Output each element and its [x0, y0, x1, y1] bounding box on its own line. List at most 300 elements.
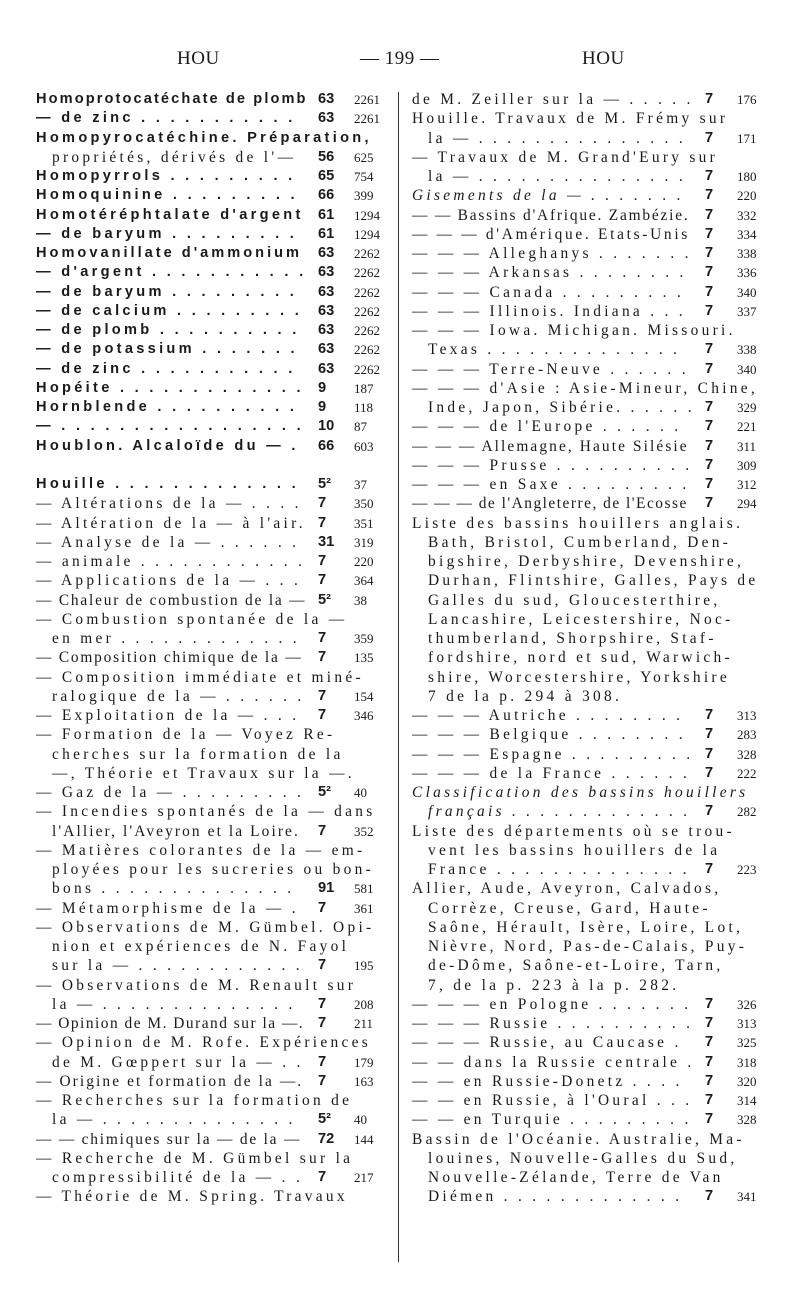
- index-entry: [36, 1014, 388, 1033]
- index-entry: [36, 591, 388, 610]
- entry-volume: 9: [318, 379, 327, 396]
- index-entry: [412, 1168, 772, 1187]
- entry-page: 312: [737, 477, 757, 492]
- entry-page: 220: [354, 554, 374, 569]
- entry-page: 118: [354, 400, 374, 415]
- entry-volume: 7: [705, 341, 714, 358]
- entry-page: 320: [737, 1073, 757, 1089]
- index-entry: [36, 783, 388, 802]
- index-entry: [36, 1130, 388, 1149]
- entry-volume: 7: [705, 1015, 714, 1031]
- entry-page: 625: [354, 149, 374, 165]
- entry-text: thumberland, Shorpshire, Staf-: [428, 630, 717, 647]
- entry-text: — Gaz de la — . . . . . . . . .: [36, 784, 305, 801]
- entry-page: 581: [354, 881, 374, 897]
- entry-page: 2262: [354, 284, 380, 300]
- index-entry: [412, 475, 772, 494]
- entry-page: 38: [354, 592, 367, 608]
- index-entry: [412, 1091, 772, 1110]
- entry-text: — de baryum . . . . . . . . .: [36, 225, 298, 242]
- index-entry: [412, 263, 772, 282]
- index-entry: [412, 918, 772, 937]
- entry-page: 336: [737, 265, 757, 281]
- entry-volume: 7: [318, 687, 327, 704]
- index-entry: [412, 1110, 772, 1129]
- index-entry: [412, 552, 772, 571]
- entry-text: — Composition chimique de la —: [36, 649, 303, 667]
- entry-text: Texas . . . . . . . . . . . . . .: [428, 341, 681, 359]
- entry-text: — Théorie de M. Spring. Travaux: [36, 1188, 348, 1206]
- index-entry: [36, 475, 388, 494]
- index-entry: [36, 745, 388, 764]
- entry-text: Homopyrocatéchine. Préparation,: [36, 129, 372, 146]
- index-entry: [36, 860, 388, 879]
- entry-page: 350: [354, 496, 374, 512]
- index-entry: [412, 1072, 772, 1091]
- entry-text: Homoprotocatéchate de plomb: [36, 91, 308, 107]
- index-entry: [36, 956, 388, 975]
- entry-text: — Observations de M. Gümbel. Opi-: [36, 918, 375, 936]
- entry-text: compressibilité de la — . .: [52, 1169, 304, 1186]
- entry-text: — Altération de la — à l'air.: [36, 514, 306, 532]
- entry-volume: 63: [318, 283, 335, 300]
- index-entry: [36, 321, 388, 340]
- entry-volume: 7: [318, 899, 327, 916]
- entry-volume: 7: [705, 91, 714, 107]
- entry-page: 195: [354, 958, 374, 974]
- page-number: — 199 —: [360, 48, 440, 69]
- entry-text: fordshire, nord et sud, Warwich-: [428, 649, 733, 667]
- index-entry: [412, 802, 772, 821]
- entry-page: 176: [737, 92, 757, 107]
- entry-page: 144: [354, 1131, 374, 1147]
- entry-text: — d'argent . . . . . . . . . . .: [36, 264, 307, 281]
- entry-page: 2261: [354, 111, 380, 127]
- index-entry: [412, 937, 772, 956]
- index-entry: [36, 1033, 388, 1052]
- entry-text: ployées pour les sucreries ou bon-: [52, 861, 375, 878]
- entry-text: — — — Espagne . . . . . . . . .: [412, 745, 694, 763]
- index-entry: [36, 976, 388, 995]
- entry-text: — Composition immédiate et miné-: [36, 668, 364, 686]
- entry-volume: 7: [705, 1072, 714, 1089]
- entry-page: 2262: [354, 246, 380, 261]
- entry-text: shire, Worcestershire, Yorkshire: [428, 668, 730, 686]
- entry-page: 217: [354, 1170, 374, 1185]
- entry-volume: 5²: [318, 591, 331, 608]
- entry-text: — Métamorphisme de la — .: [36, 899, 299, 917]
- entry-text: — Origine et formation de la —.: [36, 1072, 304, 1090]
- entry-volume: 5²: [318, 784, 331, 800]
- entry-volume: 7: [318, 1053, 327, 1070]
- entry-text: 7, de la p. 223 à la p. 282.: [428, 976, 680, 994]
- entry-page: 37: [354, 477, 367, 492]
- entry-volume: 7: [318, 649, 327, 666]
- entry-text: Houblon. Alcaloïde du — .: [36, 437, 299, 454]
- entry-page: 2261: [354, 92, 380, 107]
- entry-volume: 91: [318, 880, 335, 897]
- entry-page: 40: [354, 1112, 367, 1128]
- entry-volume: 7: [318, 514, 327, 531]
- index-entry: [412, 571, 772, 590]
- entry-volume: 63: [318, 360, 335, 377]
- entry-page: 223: [737, 862, 757, 877]
- entry-volume: 31: [318, 533, 335, 550]
- index-entry: [36, 167, 388, 186]
- index-entry: [412, 533, 772, 552]
- entry-text: vent les bassins houillers de la: [428, 841, 721, 859]
- entry-text: — — — de la France . . . . . .: [412, 764, 691, 782]
- entry-volume: 7: [318, 630, 327, 646]
- entry-page: 2262: [354, 265, 380, 281]
- index-entry: [36, 494, 388, 513]
- entry-volume: 72: [318, 1130, 335, 1147]
- index-entry: [412, 494, 772, 513]
- index-entry: [412, 745, 772, 764]
- index-entry: [412, 186, 772, 205]
- entry-text: Nouvelle-Zélande, Terre de Van: [428, 1169, 724, 1186]
- entry-text: Hornblende . . . . . . . . . .: [36, 399, 298, 415]
- entry-text: — Observations de M. Renault sur: [36, 976, 357, 994]
- entry-text: — — — d'Asie : Asie-Mineur, Chine,: [412, 379, 759, 397]
- index-entry: [412, 456, 772, 475]
- entry-page: 352: [354, 823, 374, 839]
- index-entry: [36, 533, 388, 552]
- entry-text: — — — Terre-Neuve . . . . . .: [412, 360, 689, 378]
- entry-volume: 7: [705, 418, 714, 435]
- entry-volume: 7: [318, 822, 327, 839]
- index-entry: [36, 802, 388, 821]
- index-entry: [36, 687, 388, 706]
- entry-page: 337: [737, 303, 757, 319]
- entry-page: 282: [737, 804, 757, 820]
- running-head-right: HOU: [582, 48, 625, 69]
- entry-text: — Applications de la — . . .: [36, 572, 302, 590]
- index-column-right: [412, 90, 772, 1207]
- entry-volume: 7: [705, 187, 714, 204]
- entry-volume: 63: [318, 322, 335, 338]
- entry-text: — de calcium . . . . . . . . .: [36, 302, 303, 319]
- entry-text: Bath, Bristol, Cumberland, Den-: [428, 533, 732, 551]
- entry-text: nion et expériences de N. Fayol: [52, 938, 350, 955]
- entry-text: —, Théorie et Travaux sur la —.: [52, 764, 355, 782]
- entry-text: France . . . . . . . . . . . . . .: [428, 861, 690, 878]
- index-entry: [412, 514, 772, 533]
- index-entry: [412, 398, 772, 417]
- entry-page: 399: [354, 188, 374, 204]
- entry-page: 222: [737, 765, 757, 781]
- index-entry: [36, 1187, 388, 1206]
- entry-text: — — Bassins d'Afrique. Zambézie.: [412, 206, 690, 224]
- entry-text: — de baryum . . . . . . . . .: [36, 283, 298, 300]
- column-divider: [398, 92, 399, 1262]
- entry-volume: 7: [705, 861, 714, 877]
- entry-text: — Combustion spontanée de la —: [36, 610, 348, 628]
- index-entry: [412, 225, 772, 244]
- entry-text: — Formation de la — Voyez Re-: [36, 726, 336, 744]
- entry-page: 341: [737, 1189, 757, 1205]
- entry-text: Houille. Travaux de M. Frémy sur: [412, 110, 729, 128]
- entry-page: 314: [737, 1093, 757, 1108]
- entry-volume: 63: [318, 245, 335, 261]
- entry-text: — Altérations de la — . . . .: [36, 495, 302, 513]
- entry-page: 211: [354, 1016, 374, 1031]
- index-entry: [36, 725, 388, 744]
- entry-page: 364: [354, 573, 374, 589]
- index-entry: [36, 571, 388, 590]
- index-entry: [36, 283, 388, 302]
- entry-text: — — — Canada . . . . . . . . .: [412, 283, 685, 301]
- entry-text: — — en Russie, à l'Oural . . .: [412, 1092, 693, 1109]
- entry-text: la — . . . . . . . . . . . . . .: [52, 995, 296, 1013]
- entry-text: Nièvre, Nord, Pas-de-Calais, Puy-: [428, 938, 748, 955]
- entry-volume: 66: [318, 437, 335, 454]
- entry-page: 361: [354, 900, 374, 916]
- index-entry: [412, 1187, 772, 1206]
- entry-text: de-Dôme, Saône-et-Loire, Tarn,: [428, 957, 724, 975]
- index-entry: [412, 879, 772, 898]
- entry-volume: 7: [705, 302, 714, 319]
- entry-text: — — chimiques sur la — de la —: [36, 1130, 302, 1148]
- entry-volume: 7: [318, 495, 327, 512]
- entry-text: — — — d'Amérique. Etats-Unis: [412, 225, 690, 243]
- entry-text: — — dans la Russie centrale .: [412, 1053, 695, 1071]
- index-entry: [412, 860, 772, 879]
- index-entry: [36, 764, 388, 783]
- index-entry: [36, 186, 388, 205]
- entry-text: — Recherche de M. Gümbel sur la: [36, 1149, 354, 1167]
- entry-page: 332: [737, 207, 757, 223]
- entry-page: 179: [354, 1054, 374, 1070]
- index-entry: [412, 167, 772, 186]
- entry-page: 754: [354, 169, 374, 184]
- index-entry: [36, 937, 388, 956]
- entry-text: Gisements de la — . . . . . . .: [412, 187, 685, 205]
- entry-page: 1294: [354, 226, 380, 242]
- entry-text: bons . . . . . . . . . . . . . .: [52, 880, 295, 898]
- index-entry: [412, 629, 772, 648]
- entry-volume: 5²: [318, 1111, 331, 1128]
- entry-text: — Recherches sur la formation de: [36, 1092, 353, 1109]
- entry-volume: 7: [705, 707, 714, 723]
- entry-text: Classification des bassins houillers: [412, 784, 749, 801]
- entry-page: 309: [737, 457, 757, 473]
- entry-page: 318: [737, 1054, 757, 1070]
- entry-volume: 7: [318, 1015, 327, 1031]
- index-entry: [412, 956, 772, 975]
- index-entry: [412, 302, 772, 321]
- entry-page: 328: [737, 1112, 757, 1128]
- entry-text: — — — Illinois. Indiana . . .: [412, 302, 686, 320]
- entry-text: Galles du sud, Gloucesterthire,: [428, 591, 721, 609]
- index-entry: [412, 764, 772, 783]
- entry-text: la — . . . . . . . . . . . . . . .: [428, 129, 686, 147]
- index-entry: [412, 1130, 772, 1149]
- entry-text: — Exploitation de la — . . .: [36, 707, 300, 724]
- entry-page: 340: [737, 284, 757, 300]
- entry-text: 7 de la p. 294 à 308.: [428, 687, 623, 705]
- entry-volume: 7: [705, 1053, 714, 1070]
- entry-text: Liste des départements où se trou-: [412, 822, 735, 840]
- index-entry: [412, 417, 772, 436]
- entry-volume: 7: [705, 456, 714, 473]
- entry-text: — — — de l'Angleterre, de l'Ecosse: [412, 495, 688, 513]
- index-entry: [412, 129, 772, 148]
- index-entry: [36, 129, 388, 148]
- entry-text: Inde, Japon, Sibérie. . . . . .: [428, 399, 695, 416]
- entry-text: Liste des bassins houillers anglais.: [412, 514, 744, 532]
- entry-volume: 10: [318, 418, 335, 435]
- index-entry: [412, 610, 772, 629]
- index-entry: [36, 109, 388, 128]
- index-entry: [412, 591, 772, 610]
- entry-volume: 7: [318, 553, 327, 569]
- index-entry: [36, 1053, 388, 1072]
- entry-text: — Opinion de M. Rofe. Expériences: [36, 1034, 372, 1052]
- entry-page: 163: [354, 1073, 374, 1089]
- index-entry: [412, 437, 772, 456]
- index-entry: [36, 244, 388, 263]
- entry-page: 180: [737, 169, 757, 184]
- index-entry: [36, 1168, 388, 1187]
- index-entry: [412, 668, 772, 687]
- entry-page: 2262: [354, 303, 380, 319]
- index-entry: [36, 1091, 388, 1110]
- entry-page: 319: [354, 534, 374, 550]
- index-entry: [36, 1072, 388, 1091]
- index-entry: [412, 822, 772, 841]
- index-entry: [412, 995, 772, 1014]
- entry-page: 135: [354, 650, 374, 666]
- entry-page: 208: [354, 996, 374, 1012]
- entry-volume: 7: [705, 129, 714, 146]
- entry-volume: 56: [318, 148, 335, 165]
- entry-page: 313: [737, 1016, 757, 1031]
- index-entry: [36, 340, 388, 359]
- index-entry: [412, 1033, 772, 1052]
- entry-volume: 7: [705, 995, 714, 1012]
- index-entry: [36, 706, 388, 725]
- entry-text: — — — Alleghanys . . . . . . .: [412, 245, 692, 262]
- entry-text: Houille . . . . . . . . . . . . .: [36, 476, 299, 492]
- index-entry: [412, 340, 772, 359]
- entry-volume: 5²: [318, 476, 331, 492]
- index-entry: [36, 148, 388, 167]
- index-column-left: [36, 90, 388, 1207]
- entry-page: 187: [354, 380, 374, 396]
- entry-volume: 7: [705, 245, 714, 261]
- entry-page: 359: [354, 631, 374, 646]
- entry-text: Bassin de l'Océanie. Australie, Ma-: [412, 1130, 745, 1148]
- entry-volume: 7: [705, 225, 714, 242]
- entry-text: — Opinion de M. Durand sur la —.: [36, 1015, 305, 1032]
- entry-volume: 65: [318, 168, 335, 184]
- index-entry: [36, 610, 388, 629]
- entry-page: 325: [737, 1035, 757, 1051]
- index-entry: [412, 206, 772, 225]
- entry-page: 338: [737, 342, 757, 358]
- index-entry: [412, 687, 772, 706]
- entry-text: bigshire, Derbyshire, Devenshire,: [428, 553, 745, 570]
- index-entry: [36, 437, 388, 456]
- entry-text: — . . . . . . . . . . . . . . . . .: [36, 418, 304, 435]
- entry-volume: 7: [318, 995, 327, 1012]
- entry-text: de M. Zeiller sur la — . . . . .: [412, 91, 694, 108]
- entry-text: Homopyrrols . . . . . . . . .: [36, 168, 296, 184]
- entry-text: Homoquinine . . . . . . . . .: [36, 187, 298, 204]
- entry-text: — — — Allemagne, Haute Silésie: [412, 437, 689, 455]
- entry-page: 338: [737, 246, 757, 261]
- index-entry: [412, 841, 772, 860]
- index-entry: [36, 552, 388, 571]
- entry-text: — — — Arkansas . . . . . . . .: [412, 264, 687, 282]
- entry-text: — — — Russie, au Caucase .: [412, 1034, 682, 1052]
- entry-volume: 7: [705, 1034, 714, 1051]
- entry-volume: 63: [318, 302, 335, 319]
- index-entry: [412, 360, 772, 379]
- entry-volume: 9: [318, 399, 327, 415]
- index-entry: [412, 90, 772, 109]
- index-entry: [36, 918, 388, 937]
- entry-volume: 63: [318, 264, 335, 281]
- index-entry: [36, 648, 388, 667]
- entry-page: 2262: [354, 361, 380, 377]
- entry-page: 2262: [354, 323, 380, 338]
- entry-text: en mer . . . . . . . . . . . . .: [52, 630, 300, 647]
- entry-text: la — . . . . . . . . . . . . . . .: [428, 168, 686, 185]
- index-entry: [36, 879, 388, 898]
- entry-text: sur la — . . . . . . . . . . . .: [52, 957, 303, 975]
- entry-volume: 7: [705, 360, 714, 377]
- entry-volume: 7: [705, 399, 714, 415]
- entry-volume: 66: [318, 187, 335, 204]
- entry-page: 311: [737, 438, 757, 454]
- index-entry: [36, 206, 388, 225]
- index-entry: [36, 1149, 388, 1168]
- entry-text: Saône, Hérault, Isère, Loire, Lot,: [428, 918, 744, 936]
- index-entry: [412, 1053, 772, 1072]
- entry-page: 40: [354, 785, 367, 800]
- entry-page: 283: [737, 727, 757, 743]
- entry-text: — — — Iowa. Michigan. Missouri.: [412, 322, 736, 339]
- index-entry: [412, 706, 772, 725]
- entry-text: propriétés, dérivés de l'—: [52, 148, 297, 166]
- index-entry: [36, 841, 388, 860]
- index-entry: [36, 629, 388, 648]
- index-entry: [412, 283, 772, 302]
- index-entry: [412, 148, 772, 167]
- index-entry: [36, 514, 388, 533]
- entry-volume: 7: [705, 437, 714, 454]
- index-entry: [36, 1110, 388, 1129]
- index-entry: [36, 225, 388, 244]
- entry-text: Hopéite . . . . . . . . . . . . .: [36, 379, 304, 396]
- entry-volume: 61: [318, 206, 335, 223]
- entry-volume: 7: [705, 168, 714, 184]
- entry-volume: 7: [318, 572, 327, 589]
- entry-volume: 7: [705, 745, 714, 762]
- entry-volume: 63: [318, 341, 335, 358]
- entry-volume: 7: [318, 957, 327, 974]
- entry-volume: 61: [318, 225, 335, 242]
- entry-text: ralogique de la — . . . . . .: [52, 687, 305, 705]
- entry-volume: 7: [705, 476, 714, 492]
- entry-page: 294: [737, 496, 757, 512]
- page-header: [0, 48, 800, 78]
- index-entry: [412, 1149, 772, 1168]
- entry-text: — animale . . . . . . . . . . . .: [36, 553, 306, 570]
- index-entry: [412, 244, 772, 263]
